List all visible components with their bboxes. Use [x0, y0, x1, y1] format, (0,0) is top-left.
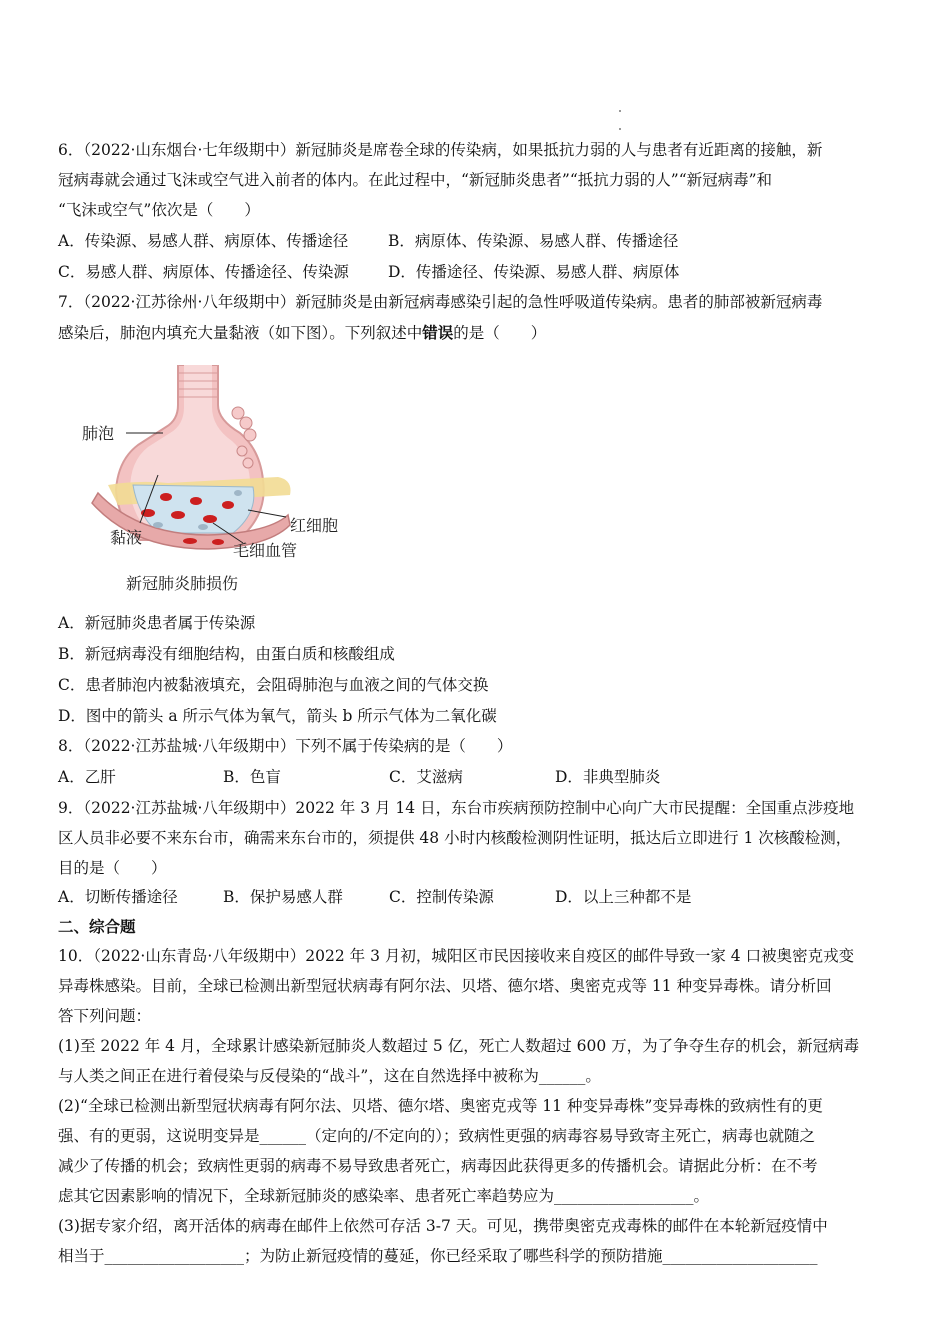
q8-option-d: D．非典型肺炎: [555, 768, 661, 786]
q10-part1-line1: (1)至 2022 年 4 月，全球累计感染新冠肺炎人数超过 5 亿，死亡人数超过 600 万，为了争夺生存的机会，新冠病毒: [58, 1037, 860, 1055]
q9-option-c: C．控制传染源: [389, 888, 494, 906]
q10-part3-line1: (3)据专家介绍，离开活体的病毒在邮件上依然可存活 3-7 天。可见，携带奥密克戎毒株的邮件在本轮新冠疫情中: [58, 1217, 828, 1235]
q7-option-d: D．图中的箭头 a 所示气体为氧气，箭头 b 所示气体为二氧化碳: [58, 707, 497, 725]
q8-option-b: B．色盲: [223, 768, 281, 786]
alveolus-figure: [78, 365, 368, 595]
q10-stem-line3: 答下列问题：: [58, 1007, 152, 1025]
q8-stem: 8．（2022·江苏盐城·八年级期中）下列不属于传染病的是（ ）: [58, 737, 513, 755]
figure-caption: 新冠肺炎肺损伤: [126, 574, 239, 593]
q10-part2-line1: (2)“全球已检测出新型冠状病毒有阿尔法、贝塔、德尔塔、奥密克戎等 11 种变异毒株”变异毒株的致病性有的更: [58, 1097, 823, 1115]
q10-part1-line2: 与人类之间正在进行着侵染与反侵染的“战斗”，这在自然选择中被称为______。: [58, 1067, 601, 1085]
q10-part3-line2: 相当于__________________；为防止新冠疫情的蔓延，你已经采取了哪些科学的预防措施____________________: [58, 1247, 818, 1265]
q7-stem-line1: 7．（2022·江苏徐州·八年级期中）新冠肺炎是由新冠病毒感染引起的急性呼吸道传染病。患者的肺部被新冠病毒: [58, 293, 823, 311]
q7-stem-end: 的是（ ）: [453, 324, 547, 342]
q8-option-c: C．艾滋病: [389, 768, 463, 786]
q6-stem-line3: “飞沫或空气”依次是（ ）: [58, 201, 260, 219]
q9-option-b: B．保护易感人群: [223, 888, 343, 906]
q10-part2-line2: 强、有的更弱，这说明变异是______（定向的/不定向的）；致病性更强的病毒容易导致寄主死亡，病毒也就随之: [58, 1127, 815, 1145]
alveolus-illustration: [78, 365, 368, 595]
q6-option-d: D．传播途径、传染源、易感人群、病原体: [388, 263, 680, 281]
q6-option-c: C．易感人群、病原体、传播途径、传染源: [58, 263, 349, 281]
q7-option-a: A．新冠肺炎患者属于传染源: [58, 614, 256, 632]
q9-stem-line2: 区人员非必要不来东台市，确需来东台市的，须提供 48 小时内核酸检测阴性证明，抵达后立即进行 1 次核酸检测，: [58, 829, 852, 847]
label-mucus: 黏液: [110, 528, 143, 547]
q6-option-a: A．传染源、易感人群、病原体、传播途径: [58, 232, 349, 250]
label-alveolus: 肺泡: [82, 424, 115, 443]
q8-option-a: A．乙肝: [58, 768, 116, 786]
q10-stem-line1: 10．（2022·山东青岛·八年级期中）2022 年 3 月初，城阳区市民因接收来自疫区的邮件导致一家 4 口被奥密克戎变: [58, 947, 855, 965]
q9-option-d: D．以上三种都不是: [555, 888, 692, 906]
q6-stem-line2: 冠病毒就会通过飞沫或空气进入前者的体内。在此过程中，“新冠肺炎患者”“抵抗力弱的人”“新冠病毒”和: [58, 171, 773, 189]
scan-dot: [619, 128, 621, 130]
q7-option-b: B．新冠病毒没有细胞结构，由蛋白质和核酸组成: [58, 645, 395, 663]
q7-stem-line2: [58, 323, 546, 343]
q10-stem-line2: 异毒株感染。目前，全球已检测出新型冠状病毒有阿尔法、贝塔、德尔塔、奥密克戎等 11 种变异毒株。请分析回: [58, 977, 832, 995]
scan-dot: [619, 110, 621, 112]
q10-part2-line3: 减少了传播的机会；致病性更弱的病毒不易导致患者死亡，病毒因此获得更多的传播机会。请据此分析：在不考: [58, 1157, 818, 1175]
q6-stem-line1: 6．（2022·山东烟台·七年级期中）新冠肺炎是席卷全球的传染病，如果抵抗力弱的人与患者有近距离的接触，新: [58, 141, 823, 159]
q9-stem-line1: 9．（2022·江苏盐城·八年级期中）2022 年 3 月 14 日，东台市疾病预防控制中心向广大市民提醒：全国重点涉疫地: [58, 799, 855, 817]
q6-option-b: B．病原体、传染源、易感人群、传播途径: [388, 232, 679, 250]
q7-emphasis: 错误: [422, 323, 454, 342]
section-title: 二、综合题: [58, 917, 136, 936]
label-capillary: 毛细血管: [233, 541, 298, 560]
q9-stem-line3: 目的是（ ）: [58, 859, 167, 877]
q7-option-c: C．患者肺泡内被黏液填充，会阻碍肺泡与血液之间的气体交换: [58, 676, 489, 694]
q9-option-a: A．切断传播途径: [58, 888, 178, 906]
q10-part2-line4: 虑其它因素影响的情况下，全球新冠肺炎的感染率、患者死亡率趋势应为__________________。: [58, 1187, 710, 1205]
q7-stem-text: 感染后，肺泡内填充大量黏液（如下图）。下列叙述中: [58, 324, 423, 342]
label-red-blood-cell: 红细胞: [290, 516, 339, 535]
